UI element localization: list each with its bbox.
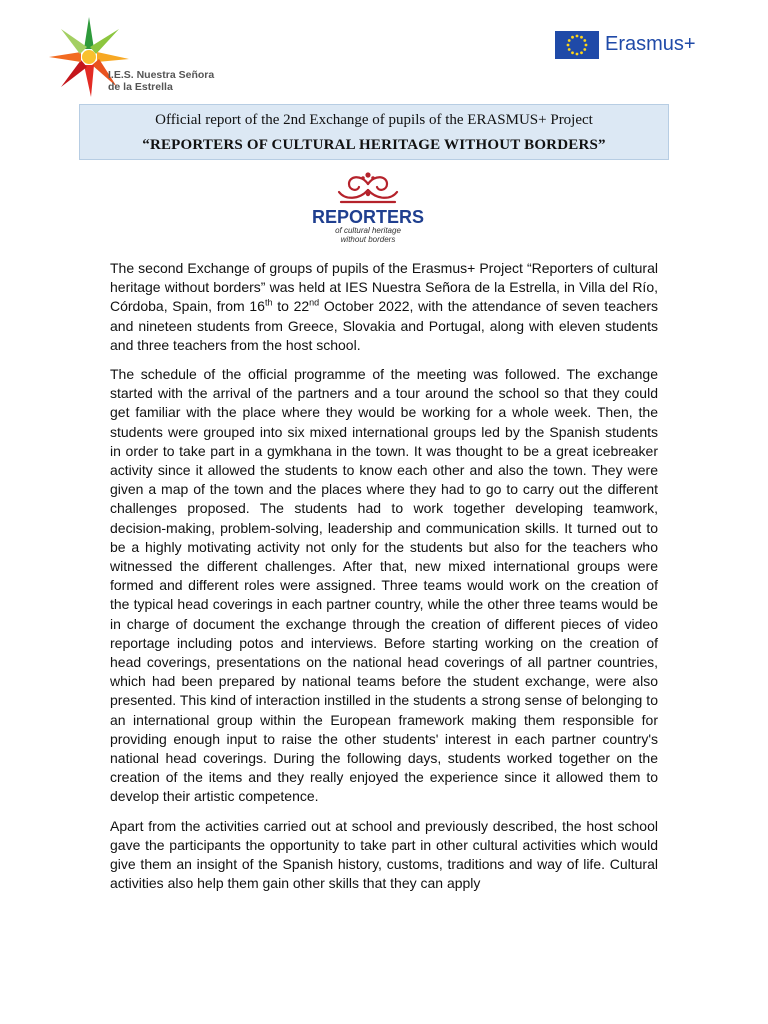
project-title: “REPORTERS OF CULTURAL HERITAGE WITHOUT BORDERS” [142,137,606,153]
reporters-logo [310,170,426,254]
paragraph-schedule: The schedule of the official programme of the meeting was followed. The exchange started with the arrival of the partners and a tour around the school so that they could get familiar with the place where they would be working for a whole week. Then, the students were grouped into six mixed international groups led by the Spanish students in order to take part in a gymkhana in the town. It was thought to be a great icebreaker activity since it allowed the students to know each other and also the town. They were given a map of the town and the places where they had to go to carry out the different challenges proposed. The students had to work together developing teamwork, decision-making, problem-solving, leadership and communication skills. It turned out to be a highly motivating activity not only for the students but also for the teachers who witnessed the different challenges. After that, new mixed international groups were formed and different roles were assigned. Three teams would work on the creation of the typical head coverings in each partner country, while the other three teams would be in charge of document the exchange through the creation of different pieces of video reportage including potos and interviews. Before starting working on the creation of head coverings, presentations on the national head coverings of all partner countries, which had been prepared by national teams before the student exchange, were also presented. This kind of interaction instilled in the students a strong sense of belonging to an international group within the European framework making them responsible for providing enough input to raise the other students' interest in each partner country's national head coverings. During the following days, students worked together on the creation of the items and they really enjoyed the experience since it allowed them to develop their artistic competence. [110,366,658,805]
school-logo [46,14,226,100]
paragraph-intro-part2: to 22 [272,298,310,315]
eu-flag-icon [555,31,599,59]
erasmus-logo [555,29,715,61]
reporters-sub1: of cultural heritage [335,226,401,235]
paragraph-cultural-activities: Apart from the activities carried out at school and previously described, the host school gave the participants the opportunity to take part in other cultural activities which would give them an insight of the Spanish history, customs, traditions and way of life. Cultural activities also help them gain other skills that they can apply [110,817,658,892]
ordinal-suffix: nd [309,297,320,308]
paragraph-intro [110,259,658,355]
ordinal-suffix: th [264,297,273,308]
school-name-line1: I.E.S. Nuestra Señora [108,69,215,81]
school-name [108,69,214,93]
report-body [110,259,658,904]
paragraph-intro-part3: October 2022, with the attendance of seven teachers and nineteen students from Greece, Slovakia and Portugal, along with eleven students and three teachers from the host school. [110,298,659,353]
report-title: Official report of the 2nd Exchange of pupils of the ERASMUS+ Project [155,112,593,128]
title-box [79,104,669,160]
school-name-line2: de la Estrella [108,81,173,93]
paragraph-intro-part1: The second Exchange of groups of pupils of the Erasmus+ Project “Reporters of cultural heritage without borders” was held at IES Nuestra Señora de la Estrella, in Villa del Río, Córdoba, Spain, from 16 [110,260,658,315]
reporters-sub2: without borders [340,235,396,244]
ornament-icon [333,170,403,208]
erasmus-label: Erasmus+ [605,33,696,55]
reporters-word: REPORTERS [311,207,425,227]
